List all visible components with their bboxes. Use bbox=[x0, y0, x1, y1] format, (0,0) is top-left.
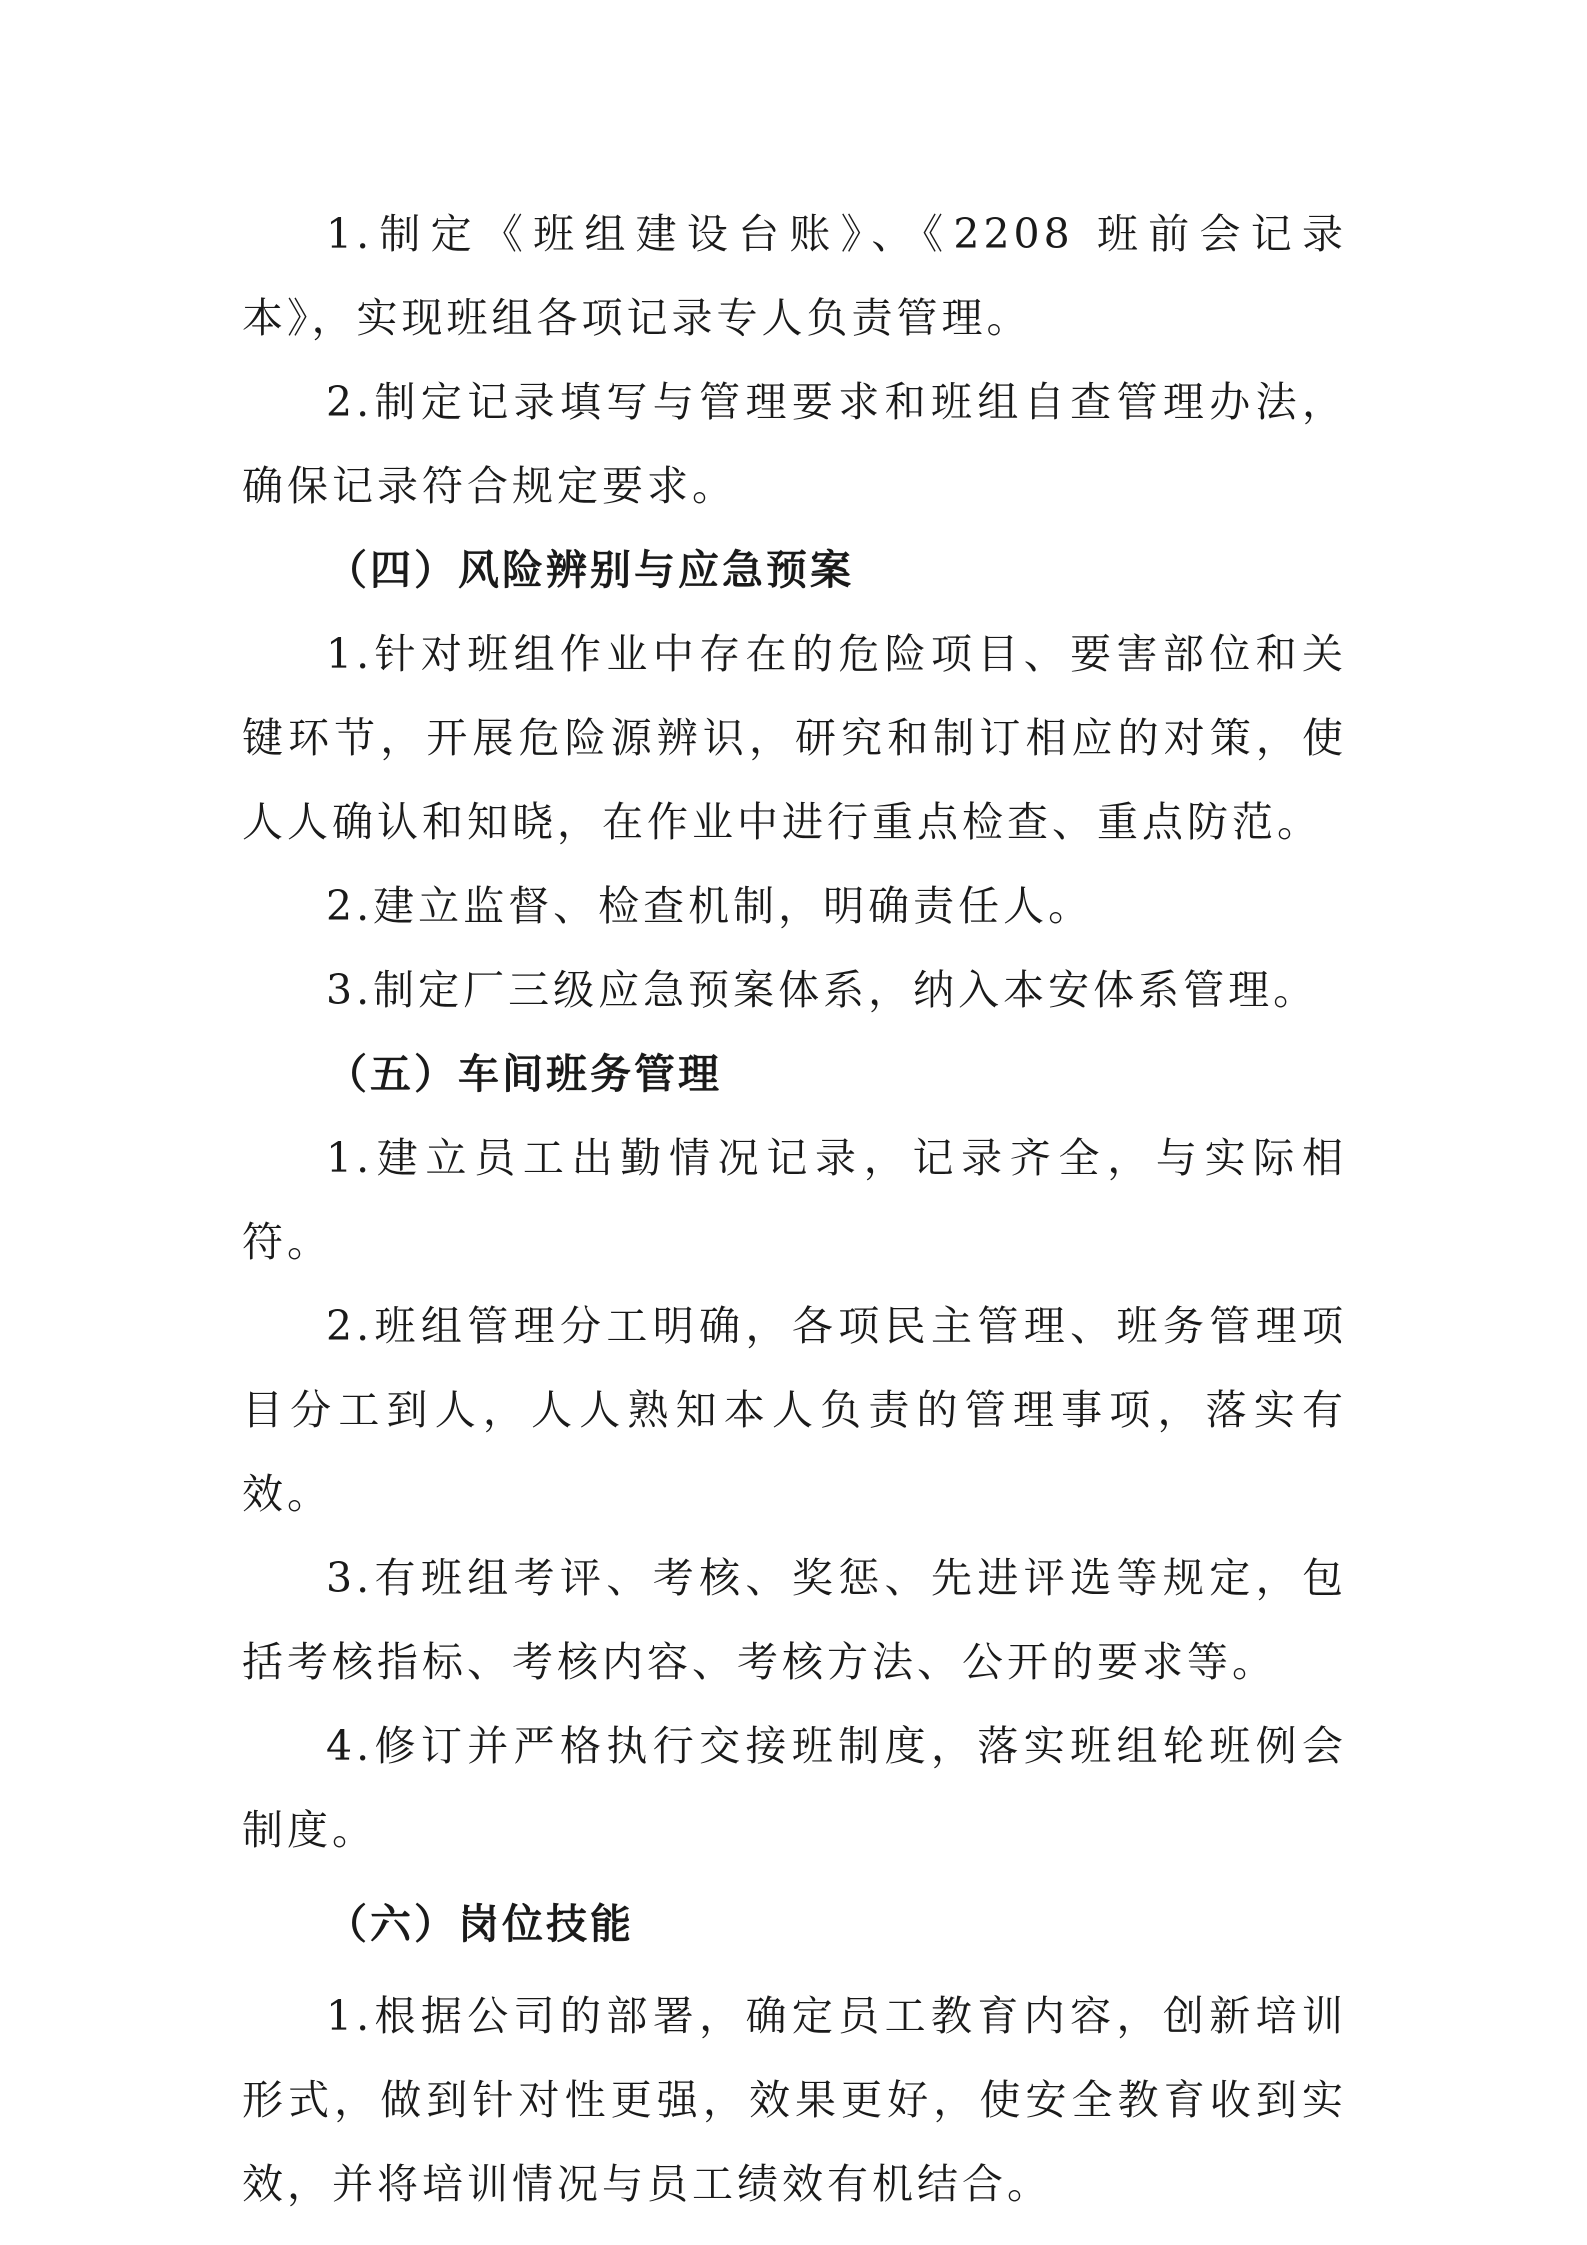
section-heading-job-skills: （六）岗位技能 bbox=[326, 1900, 634, 1948]
paragraph-evaluation-rules: 3.有班组考评、考核、奖惩、先进评选等规定，包括考核指标、考核内容、考核方法、公开的要求等。 bbox=[242, 1554, 1347, 1686]
paragraph-training: 1.根据公司的部署，确定员工教育内容，创新培训形式，做到针对性更强，效果更好，使安全教育收到实效，并将培训情况与员工绩效有机结合。 bbox=[242, 1992, 1347, 2208]
paragraph-hazard-identification: 1.针对班组作业中存在的危险项目、要害部位和关键环节，开展危险源辨识，研究和制订相应的对策，使人人确认和知晓，在作业中进行重点检查、重点防范。 bbox=[242, 630, 1347, 846]
paragraph-emergency-plan: 3.制定厂三级应急预案体系，纳入本安体系管理。 bbox=[326, 966, 1319, 1014]
section-heading-shift-management: （五）车间班务管理 bbox=[326, 1050, 722, 1098]
paragraph-record-requirements: 2.制定记录填写与管理要求和班组自查管理办法，确保记录符合规定要求。 bbox=[242, 378, 1347, 510]
document-body bbox=[242, 192, 1347, 2226]
paragraph-record-ledger: 1.制定《班组建设台账》、《2208 班前会记录本》，实现班组各项记录专人负责管理。 bbox=[242, 210, 1347, 342]
section-heading-risk: （四）风险辨别与应急预案 bbox=[326, 546, 854, 594]
paragraph-handover-system: 4.修订并严格执行交接班制度，落实班组轮班例会制度。 bbox=[242, 1722, 1347, 1854]
paragraph-division-of-labor: 2.班组管理分工明确，各项民主管理、班务管理项目分工到人，人人熟知本人负责的管理事项，落实有效。 bbox=[242, 1302, 1347, 1518]
paragraph-supervision-mechanism: 2.建立监督、检查机制，明确责任人。 bbox=[326, 882, 1094, 930]
paragraph-attendance-record: 1.建立员工出勤情况记录，记录齐全，与实际相符。 bbox=[242, 1134, 1347, 1266]
